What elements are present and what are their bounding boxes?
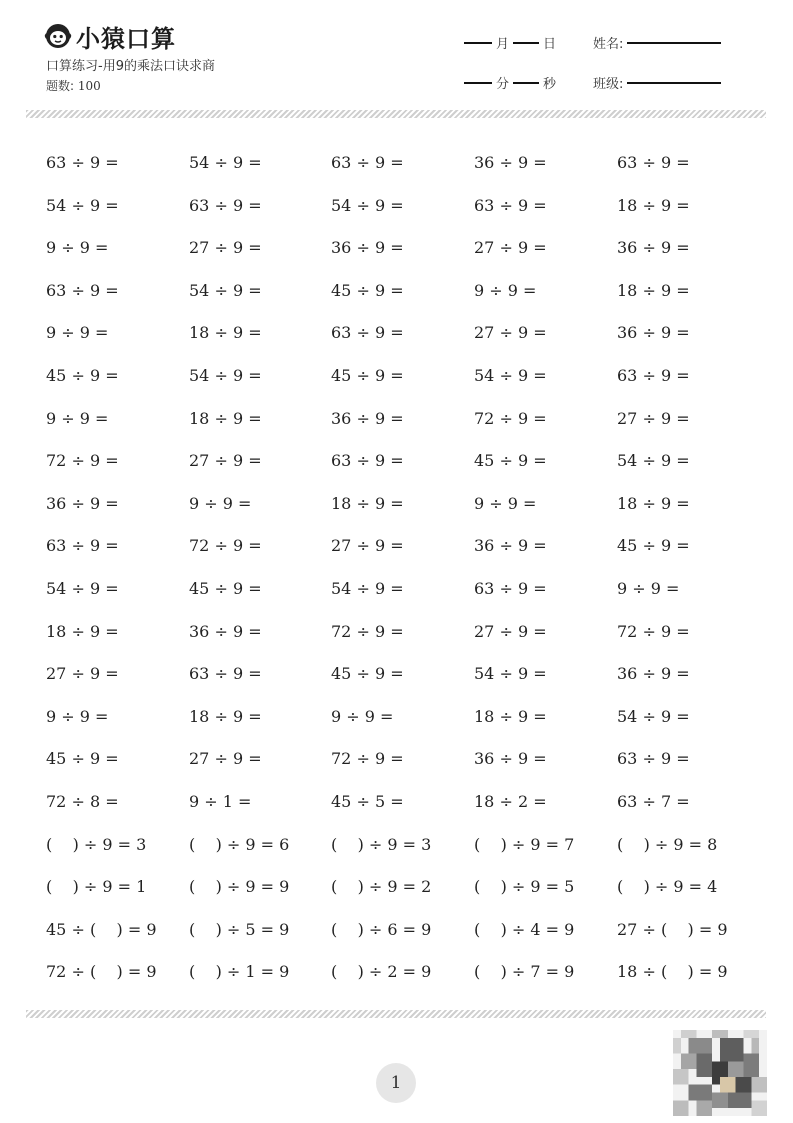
problem-item: 9 ÷ 9 = — [189, 493, 252, 513]
problem-item: 36 ÷ 9 = — [617, 238, 690, 258]
problem-item: 54 ÷ 9 = — [617, 451, 690, 471]
qr-code-icon — [672, 1030, 768, 1116]
footer-divider — [26, 1010, 766, 1018]
problem-item: 36 ÷ 9 = — [46, 493, 119, 513]
problem-row — [46, 483, 766, 526]
problem-item: 18 ÷ 2 = — [474, 791, 547, 811]
class-label: 班级: — [593, 77, 624, 92]
problem-item: 27 ÷ 9 = — [189, 451, 262, 471]
class-blank[interactable] — [627, 82, 721, 84]
problem-item: 18 ÷ 9 = — [617, 493, 690, 513]
header-divider — [26, 110, 766, 118]
problem-item: 54 ÷ 9 = — [474, 664, 547, 684]
page-number: 1 — [376, 1063, 416, 1103]
problem-row — [46, 909, 766, 952]
problem-item: ( ) ÷ 9 = 1 — [46, 877, 147, 897]
problem-item: 63 ÷ 9 = — [474, 195, 547, 215]
month-blank[interactable] — [464, 42, 492, 44]
problem-item: 54 ÷ 9 = — [46, 195, 119, 215]
problem-item: 54 ÷ 9 = — [189, 365, 262, 385]
problem-row — [46, 525, 766, 568]
problem-item: ( ) ÷ 9 = 6 — [189, 834, 290, 854]
problem-row — [46, 611, 766, 654]
problem-item: 18 ÷ 9 = — [189, 323, 262, 343]
problem-item: 9 ÷ 9 = — [617, 578, 680, 598]
time-fields — [464, 73, 560, 92]
monkey-logo-icon — [44, 22, 72, 50]
problem-item: 63 ÷ 9 = — [46, 536, 119, 556]
problem-item: 54 ÷ 9 = — [474, 365, 547, 385]
problem-item: 27 ÷ 9 = — [474, 621, 547, 641]
problem-item: ( ) ÷ 9 = 5 — [474, 877, 575, 897]
problem-item: 27 ÷ 9 = — [331, 536, 404, 556]
problem-item: ( ) ÷ 9 = 7 — [474, 834, 575, 854]
problem-item: 45 ÷ 9 = — [331, 280, 404, 300]
problem-item: 18 ÷ 9 = — [474, 706, 547, 726]
problem-row — [46, 142, 766, 185]
problem-item: 54 ÷ 9 = — [617, 706, 690, 726]
problem-item: 72 ÷ 9 = — [331, 621, 404, 641]
problem-item: 63 ÷ 9 = — [331, 153, 404, 172]
problem-item: 45 ÷ 9 = — [331, 365, 404, 385]
day-blank[interactable] — [513, 42, 539, 44]
problem-item: 72 ÷ 9 = — [474, 408, 547, 428]
problem-item: 45 ÷ 9 = — [189, 578, 262, 598]
problem-item: 72 ÷ 8 = — [46, 791, 119, 811]
problem-item: 63 ÷ 9 = — [331, 451, 404, 471]
problem-row — [46, 696, 766, 739]
problem-row — [46, 270, 766, 313]
problem-item: ( ) ÷ 7 = 9 — [474, 962, 575, 982]
problem-item: 9 ÷ 9 = — [474, 280, 537, 300]
problem-item: 18 ÷ 9 = — [331, 493, 404, 513]
problem-item: 36 ÷ 9 = — [331, 238, 404, 258]
name-blank[interactable] — [627, 42, 721, 44]
problem-item: ( ) ÷ 1 = 9 — [189, 962, 290, 982]
problem-item: 18 ÷ 9 = — [46, 621, 119, 641]
problem-item: 54 ÷ 9 = — [331, 195, 404, 215]
logo — [44, 20, 176, 52]
class-field — [593, 73, 721, 92]
problem-item: 27 ÷ 9 = — [474, 323, 547, 343]
problem-item: 45 ÷ 9 = — [474, 451, 547, 471]
question-count-label: 题数: — [46, 79, 78, 93]
problem-item: ( ) ÷ 6 = 9 — [331, 919, 432, 939]
problem-item: 9 ÷ 9 = — [46, 706, 109, 726]
problem-item: 63 ÷ 9 = — [46, 153, 119, 172]
problem-item: ( ) ÷ 4 = 9 — [474, 919, 575, 939]
problem-item: 54 ÷ 9 = — [46, 578, 119, 598]
problem-item: 63 ÷ 9 = — [331, 323, 404, 343]
problem-item: 36 ÷ 9 = — [617, 664, 690, 684]
problem-grid — [46, 142, 766, 994]
worksheet-title: 口算练习-用9的乘法口诀求商 — [46, 59, 215, 74]
problem-row — [46, 653, 766, 696]
problem-row — [46, 951, 766, 994]
problem-item: 36 ÷ 9 = — [189, 621, 262, 641]
question-count — [46, 77, 101, 94]
problem-item: 27 ÷ 9 = — [617, 408, 690, 428]
problem-row — [46, 781, 766, 824]
problem-row — [46, 185, 766, 228]
problem-item: 72 ÷ 9 = — [617, 621, 690, 641]
problem-item: 9 ÷ 9 = — [46, 238, 109, 258]
problem-item: 72 ÷ 9 = — [46, 451, 119, 471]
problem-row — [46, 440, 766, 483]
problem-item: 36 ÷ 9 = — [617, 323, 690, 343]
problem-item: 45 ÷ 9 = — [331, 664, 404, 684]
problem-item: 54 ÷ 9 = — [331, 578, 404, 598]
day-label: 日 — [543, 37, 557, 52]
problem-item: ( ) ÷ 9 = 8 — [617, 834, 718, 854]
problem-row — [46, 738, 766, 781]
problem-item: 18 ÷ 9 = — [617, 280, 690, 300]
second-blank[interactable] — [513, 82, 539, 84]
problem-item: 27 ÷ 9 = — [189, 238, 262, 258]
problem-item: ( ) ÷ 2 = 9 — [331, 962, 432, 982]
problem-item: 27 ÷ 9 = — [46, 664, 119, 684]
problem-item: 63 ÷ 9 = — [189, 664, 262, 684]
name-label: 姓名: — [593, 37, 624, 52]
problem-item: 45 ÷ 9 = — [46, 365, 119, 385]
problem-item: ( ) ÷ 9 = 9 — [189, 877, 290, 897]
problem-item: 63 ÷ 9 = — [617, 365, 690, 385]
problem-item: 72 ÷ ( ) = 9 — [46, 962, 157, 982]
logo-text: 小猿口算 — [76, 24, 176, 53]
problem-item: ( ) ÷ 9 = 3 — [331, 834, 432, 854]
problem-item: 45 ÷ ( ) = 9 — [46, 919, 157, 939]
problem-item: 36 ÷ 9 = — [331, 408, 404, 428]
problem-item: 9 ÷ 1 = — [189, 791, 252, 811]
problem-item: ( ) ÷ 9 = 3 — [46, 834, 147, 854]
question-count-value: 100 — [77, 79, 101, 93]
problem-item: 36 ÷ 9 = — [474, 153, 547, 172]
problem-row — [46, 824, 766, 867]
problem-item: 18 ÷ 9 = — [189, 706, 262, 726]
problem-item: 72 ÷ 9 = — [331, 749, 404, 769]
problem-item: 45 ÷ 5 = — [331, 791, 404, 811]
problem-row — [46, 312, 766, 355]
problem-item: 63 ÷ 9 = — [617, 153, 690, 172]
problem-item: 54 ÷ 9 = — [189, 153, 262, 172]
problem-item: 18 ÷ 9 = — [617, 195, 690, 215]
problem-item: 54 ÷ 9 = — [189, 280, 262, 300]
problem-item: 72 ÷ 9 = — [189, 536, 262, 556]
second-label: 秒 — [543, 77, 557, 92]
date-fields — [464, 33, 560, 52]
problem-item: 9 ÷ 9 = — [46, 323, 109, 343]
problem-item: 36 ÷ 9 = — [474, 749, 547, 769]
problem-item: 63 ÷ 9 = — [617, 749, 690, 769]
month-label: 月 — [496, 37, 510, 52]
problem-row — [46, 398, 766, 441]
problem-item: 9 ÷ 9 = — [331, 706, 394, 726]
problem-item: ( ) ÷ 9 = 4 — [617, 877, 718, 897]
problem-item: 45 ÷ 9 = — [46, 749, 119, 769]
problem-item: 27 ÷ 9 = — [474, 238, 547, 258]
problem-item: 18 ÷ 9 = — [189, 408, 262, 428]
minute-label: 分 — [496, 77, 510, 92]
problem-item: 9 ÷ 9 = — [474, 493, 537, 513]
problem-item: ( ) ÷ 9 = 2 — [331, 877, 432, 897]
name-field — [593, 33, 721, 52]
problem-row — [46, 227, 766, 270]
problem-item: ( ) ÷ 5 = 9 — [189, 919, 290, 939]
problem-item: 9 ÷ 9 = — [46, 408, 109, 428]
problem-item: 63 ÷ 9 = — [474, 578, 547, 598]
problem-row — [46, 866, 766, 909]
problem-row — [46, 355, 766, 398]
worksheet-header — [0, 0, 793, 112]
problem-item: 63 ÷ 9 = — [189, 195, 262, 215]
minute-blank[interactable] — [464, 82, 492, 84]
problem-row — [46, 568, 766, 611]
problem-item: 36 ÷ 9 = — [474, 536, 547, 556]
problem-item: 63 ÷ 9 = — [46, 280, 119, 300]
problem-item: 27 ÷ 9 = — [189, 749, 262, 769]
problem-item: 45 ÷ 9 = — [617, 536, 690, 556]
problem-item: 27 ÷ ( ) = 9 — [617, 919, 728, 939]
problem-item: 63 ÷ 7 = — [617, 791, 690, 811]
problem-item: 18 ÷ ( ) = 9 — [617, 962, 728, 982]
